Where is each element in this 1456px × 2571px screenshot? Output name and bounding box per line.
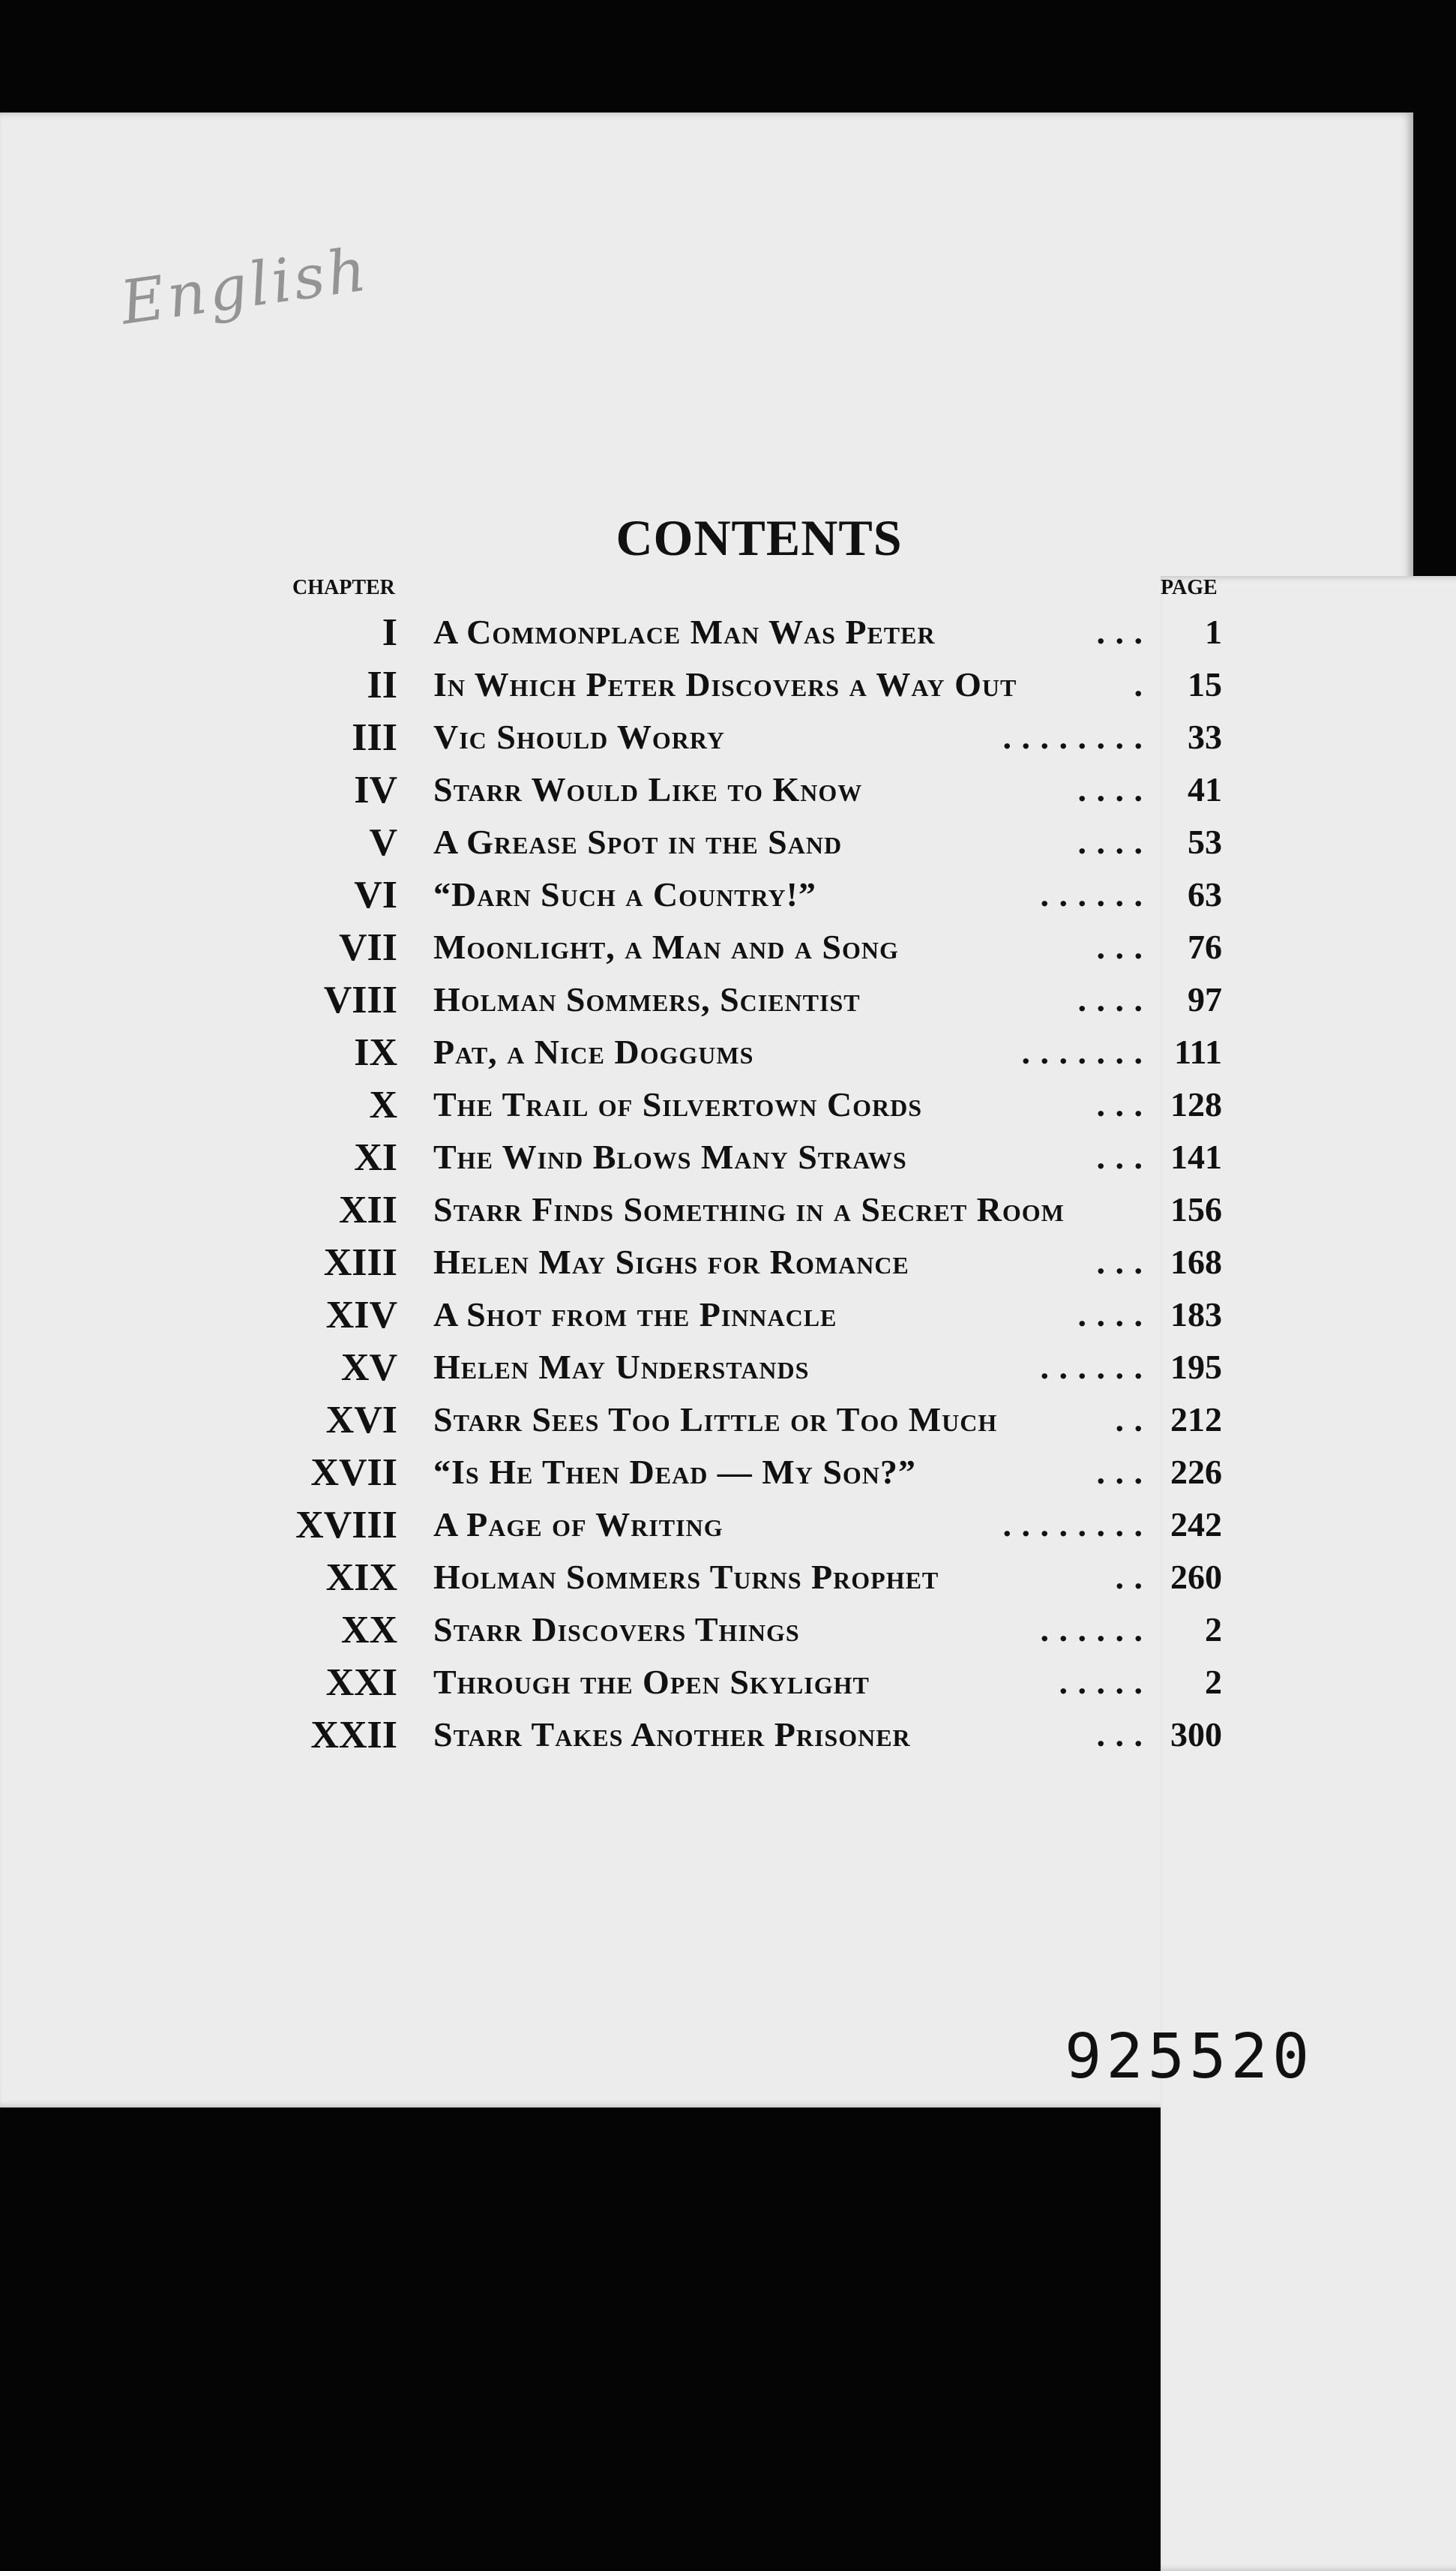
toc-entry [0, 1552, 1413, 1605]
chapter-number: XVII [310, 1451, 397, 1494]
page-number: 1 [1205, 613, 1222, 651]
leader-dots: . . . . [1077, 980, 1143, 1018]
toc-entry [0, 712, 1413, 765]
chapter-number: I [382, 611, 397, 654]
toc-entry [0, 1500, 1413, 1552]
page-number: 15 [1188, 665, 1222, 704]
leader-dots: . . . . [1077, 1295, 1143, 1334]
chapter-title: A Grease Spot in the Sand [433, 823, 843, 861]
leader-dots: . . [1115, 1400, 1143, 1438]
chapter-number: XXI [325, 1661, 397, 1704]
leader-dots: . . . . . . . . [1002, 1505, 1143, 1544]
chapter-number: VI [354, 874, 397, 916]
page-number: 111 [1174, 1033, 1222, 1071]
table-of-contents [0, 608, 1413, 1762]
leader-dots: . . . . . . . [1021, 1033, 1143, 1071]
toc-entry [0, 608, 1413, 660]
chapter-number: V [369, 821, 397, 864]
chapter-title: The Wind Blows Many Straws [433, 1138, 907, 1176]
toc-entry [0, 1342, 1413, 1395]
contents-title: CONTENTS [616, 509, 903, 566]
chapter-title: Starr Would Like to Know [433, 770, 863, 808]
chapter-title: In Which Peter Discovers a Way Out [433, 665, 1017, 704]
chapter-title: Starr Finds Something in a Secret Room [433, 1190, 1065, 1228]
page-number: 300 [1170, 1715, 1222, 1754]
page-number: 226 [1170, 1453, 1222, 1491]
chapter-title: The Trail of Silvertown Cords [433, 1085, 922, 1124]
leader-dots: . [1134, 665, 1143, 704]
page-number: 33 [1188, 718, 1222, 756]
page-number: 242 [1170, 1505, 1222, 1544]
chapter-number: VIII [323, 979, 397, 1022]
page-number: 141 [1170, 1138, 1222, 1176]
leader-dots: . . . . . . [1040, 1348, 1143, 1386]
toc-entry [0, 1658, 1413, 1710]
chapter-number: XIX [325, 1556, 397, 1599]
page-number: 128 [1170, 1085, 1222, 1124]
chapter-number: X [369, 1084, 397, 1126]
leader-dots: . . . . . . [1040, 1610, 1143, 1648]
toc-entry [0, 818, 1413, 870]
page-number: 53 [1188, 823, 1222, 861]
page-number: 2 [1205, 1610, 1222, 1648]
chapter-number: XX [340, 1609, 397, 1652]
page-number: 183 [1170, 1295, 1222, 1334]
chapter-number: XVI [325, 1399, 397, 1442]
chapter-title: Starr Takes Another Prisoner [433, 1715, 911, 1754]
toc-entry [0, 1132, 1413, 1185]
chapter-title: “Is He Then Dead — My Son?” [433, 1453, 916, 1491]
leader-dots: . . . [1096, 1453, 1143, 1491]
chapter-number: IV [354, 769, 397, 812]
serial-number: 925520 [1065, 2021, 1314, 2092]
chapter-title: “Darn Such a Country!” [433, 875, 816, 914]
chapter-title: Holman Sommers Turns Prophet [433, 1558, 939, 1596]
chapter-title: Moonlight, a Man and a Song [433, 928, 899, 966]
toc-entry [0, 975, 1413, 1028]
chapter-number: II [367, 664, 397, 706]
chapter-title: Vic Should Worry [433, 718, 725, 756]
chapter-number: III [352, 716, 397, 759]
page-number: 212 [1170, 1400, 1222, 1438]
chapter-title: A Shot from the Pinnacle [433, 1295, 837, 1334]
toc-entry [0, 1710, 1413, 1762]
page-number: 168 [1170, 1243, 1222, 1281]
page-number: 76 [1188, 928, 1222, 966]
toc-entry [0, 1238, 1413, 1290]
leader-dots: . . . . . [1059, 1663, 1143, 1701]
chapter-number: XI [354, 1136, 397, 1179]
page-number: 156 [1170, 1190, 1222, 1228]
toc-entry [0, 765, 1413, 818]
page-number: 2 [1205, 1663, 1222, 1701]
chapter-title: Pat, a Nice Doggums [433, 1033, 754, 1071]
chapter-title: Holman Sommers, Scientist [433, 980, 861, 1018]
chapter-title: Helen May Understands [433, 1348, 810, 1386]
toc-entry [0, 660, 1413, 712]
leader-dots: . . . . [1077, 823, 1143, 861]
chapter-number: IX [354, 1031, 397, 1074]
leader-dots: . . [1115, 1558, 1143, 1596]
toc-entry [0, 870, 1413, 922]
leader-dots: . . . [1096, 1138, 1143, 1176]
leader-dots: . . . . . . . . [1002, 718, 1143, 756]
page-number: 63 [1188, 875, 1222, 914]
chapter-title: Starr Discovers Things [433, 1610, 800, 1648]
chapter-title: Starr Sees Too Little or Too Much [433, 1400, 998, 1438]
page-number: 41 [1188, 770, 1222, 808]
page-column-header: PAGE [1161, 576, 1456, 2571]
toc-entry [0, 1028, 1413, 1080]
chapter-number: XIII [323, 1241, 397, 1284]
leader-dots: . . . [1096, 1085, 1143, 1124]
toc-entry [0, 1185, 1413, 1238]
leader-dots: . . . [1096, 1243, 1143, 1281]
chapter-column-header: CHAPTER [292, 576, 395, 599]
toc-entry [0, 1605, 1413, 1658]
chapter-number: XII [338, 1189, 397, 1232]
toc-entry [0, 1448, 1413, 1500]
toc-entry [0, 1290, 1413, 1342]
page-number: 195 [1170, 1348, 1222, 1386]
chapter-title: A Page of Writing [433, 1505, 724, 1544]
chapter-number: XVIII [295, 1504, 397, 1546]
leader-dots: . . . [1096, 1715, 1143, 1754]
chapter-title: Through the Open Skylight [433, 1663, 870, 1701]
leader-dots: . . . . . . [1040, 875, 1143, 914]
toc-entry [0, 922, 1413, 975]
handwritten-note: English [116, 234, 373, 338]
chapter-number: VII [338, 926, 397, 969]
chapter-number: XIV [325, 1294, 397, 1336]
leader-dots: . . . . [1077, 770, 1143, 808]
chapter-number: XXII [310, 1714, 397, 1756]
page-number: 260 [1170, 1558, 1222, 1596]
leader-dots: . . . [1096, 928, 1143, 966]
leader-dots: . . . [1096, 613, 1143, 651]
page-number: 97 [1188, 980, 1222, 1018]
chapter-number: XV [340, 1346, 397, 1389]
chapter-title: Helen May Sighs for Romance [433, 1243, 909, 1281]
toc-entry [0, 1080, 1413, 1132]
toc-entry [0, 1395, 1413, 1448]
chapter-title: A Commonplace Man Was Peter [433, 613, 936, 651]
